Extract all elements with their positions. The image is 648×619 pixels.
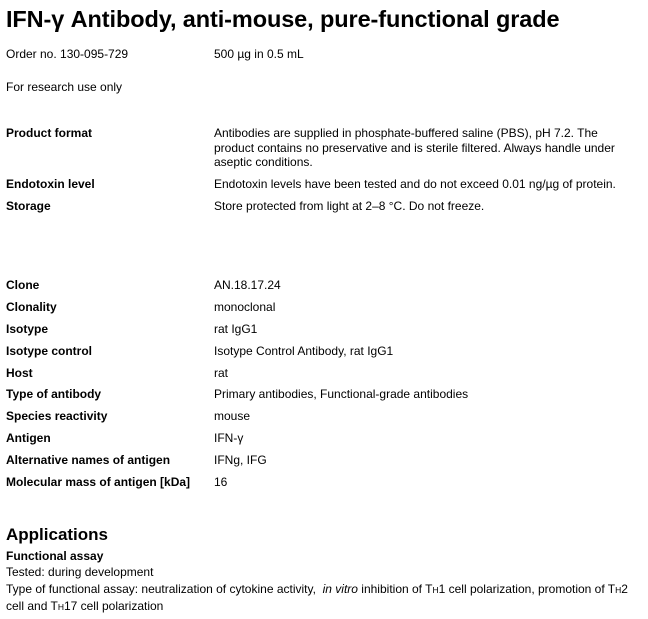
spec-value: IFN-γ (214, 431, 244, 445)
spec-label: Type of antibody (6, 387, 102, 401)
spec-label: Antigen (6, 431, 51, 445)
desc-h2: H (615, 585, 622, 595)
detail-label: Storage (6, 199, 51, 213)
order-number: Order no. 130-095-729 (6, 47, 129, 61)
desc-part2: 1 cell polarization, promotion of T (438, 582, 616, 596)
spec-value: Isotype Control Antibody, rat IgG1 (214, 344, 394, 358)
applications-description (6, 581, 636, 615)
spec-label: Isotype control (6, 344, 93, 358)
spec-label: Clonality (6, 300, 57, 314)
desc-h3: H (57, 602, 64, 612)
spec-label: Molecular mass of antigen [kDa] (6, 475, 191, 489)
spec-value: AN.18.17.24 (214, 278, 281, 292)
applications-heading: Applications (6, 525, 109, 544)
desc-part1: inhibition of T (361, 582, 433, 596)
detail-label: Endotoxin level (6, 177, 95, 191)
detail-value: Store protected from light at 2–8 °C. Do not freeze. (214, 199, 485, 213)
desc-italic: in vitro (322, 582, 358, 596)
detail-value: Endotoxin levels have been tested and do not exceed 0.01 ng/µg of protein. (214, 177, 616, 191)
spec-value: rat IgG1 (214, 322, 258, 336)
detail-label: Product format (6, 126, 93, 140)
detail-value: Antibodies are supplied in phosphate-buffered saline (PBS), pH 7.2. The product contains no preservative and is sterile filtered. Always handle under aseptic conditions. (214, 126, 615, 169)
order-quantity: 500 µg in 0.5 mL (214, 47, 304, 61)
spec-value: 16 (214, 475, 228, 489)
desc-part4: 17 cell polarization (63, 599, 164, 613)
spec-value: IFNg, IFG (214, 453, 267, 467)
spec-label: Host (6, 366, 33, 380)
spec-value: Primary antibodies, Functional-grade antibodies (214, 387, 469, 401)
spec-label: Species reactivity (6, 409, 108, 423)
spec-value: monoclonal (214, 300, 276, 314)
desc-h1: H (432, 585, 439, 595)
desc-part3: 2 cell and T (6, 582, 628, 613)
spec-label: Clone (6, 278, 40, 292)
page-title: IFN-γ Antibody, anti-mouse, pure-functional grade (6, 6, 560, 32)
spec-label: Alternative names of antigen (6, 453, 171, 467)
research-note: For research use only (6, 80, 123, 94)
desc-prefix: Type of functional assay: neutralization of cytokine activity, (6, 582, 316, 596)
applications-subheading: Functional assay (6, 549, 104, 563)
spec-value: mouse (214, 409, 251, 423)
spec-value: rat (214, 366, 229, 380)
spec-label: Isotype (6, 322, 49, 336)
applications-tested: Tested: during development (6, 565, 154, 579)
